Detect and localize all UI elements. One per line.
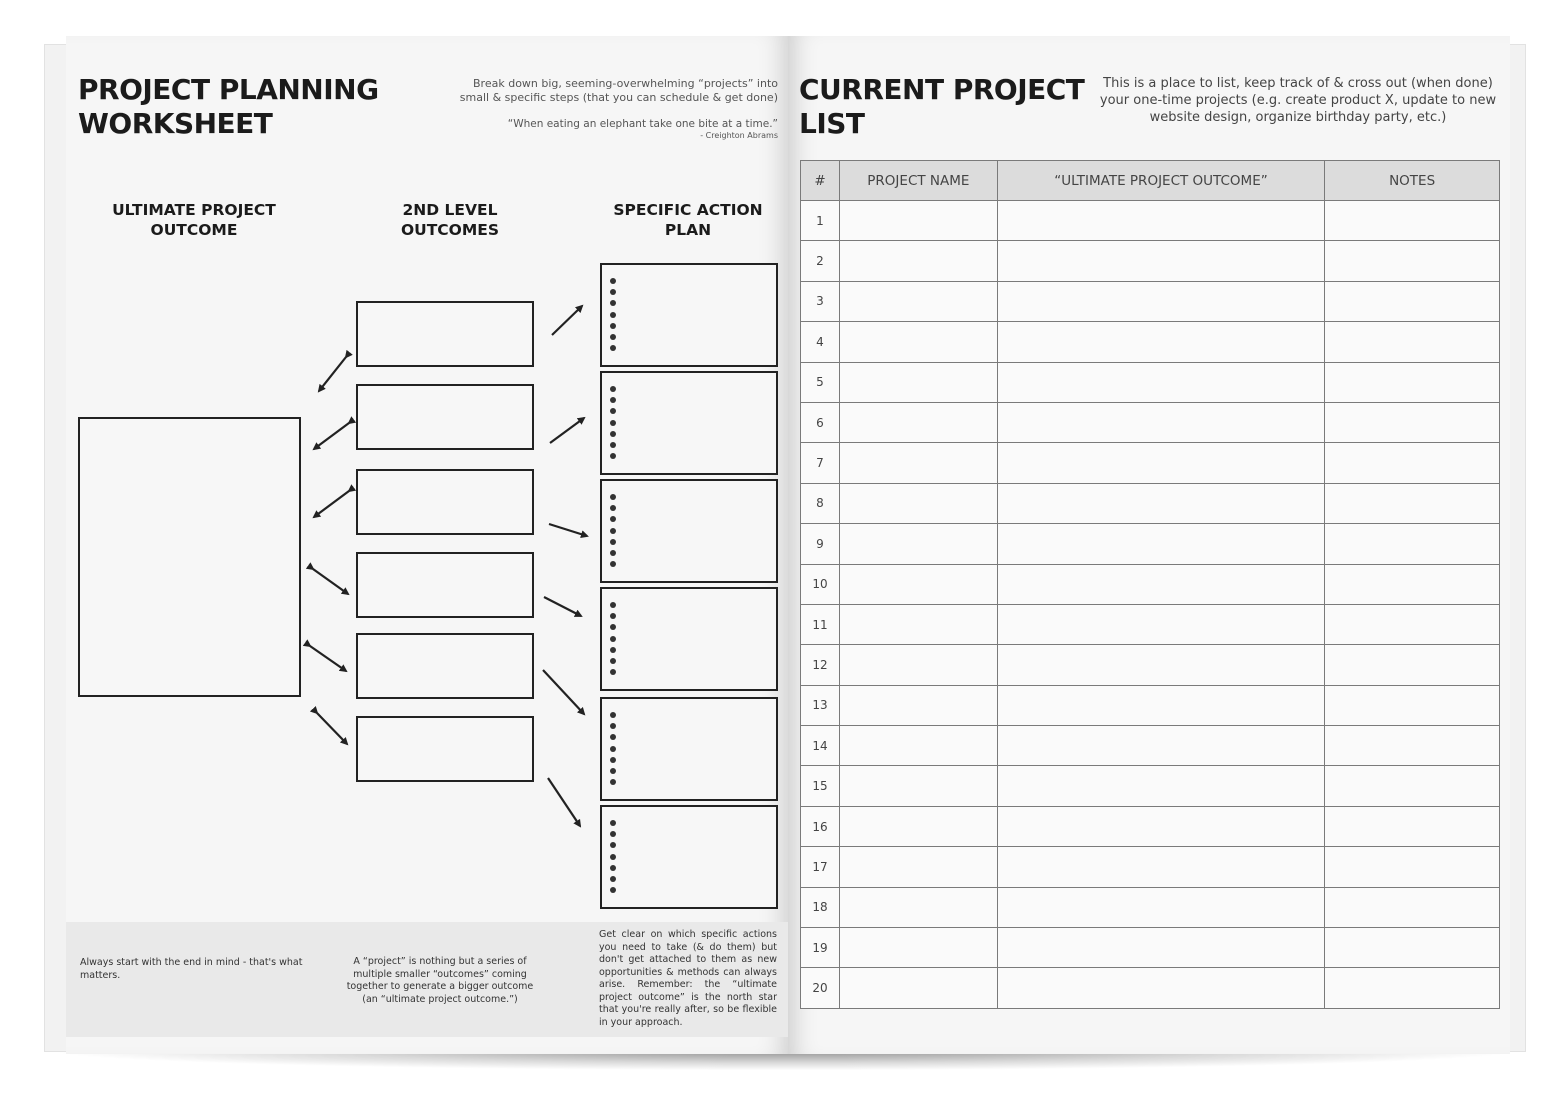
project-name-cell[interactable]	[839, 322, 997, 362]
row-number: 17	[801, 847, 840, 887]
ultimate-outcome-cell[interactable]	[997, 806, 1324, 846]
notes-cell[interactable]	[1325, 726, 1500, 766]
notes-cell[interactable]	[1325, 685, 1500, 725]
ultimate-outcome-cell[interactable]	[997, 201, 1324, 241]
project-name-cell[interactable]	[839, 524, 997, 564]
title-line-1: PROJECT PLANNING	[78, 73, 379, 106]
project-name-cell[interactable]	[839, 362, 997, 402]
intro-line-1: Break down big, seeming-overwhelming “projects” into	[473, 77, 778, 90]
title-line-2: WORKSHEET	[78, 107, 273, 140]
table-row	[801, 281, 1500, 321]
ultimate-outcome-cell[interactable]	[997, 402, 1324, 442]
project-name-cell[interactable]	[839, 241, 997, 281]
table-row	[801, 887, 1500, 927]
row-number: 11	[801, 604, 840, 644]
table-row	[801, 604, 1500, 644]
arrow	[314, 423, 349, 449]
ultimate-outcome-cell[interactable]	[997, 645, 1324, 685]
ultimate-outcome-cell[interactable]	[997, 524, 1324, 564]
arrow	[544, 597, 581, 616]
notes-cell[interactable]	[1325, 281, 1500, 321]
ultimate-outcome-cell[interactable]	[997, 362, 1324, 402]
arrow	[313, 569, 348, 594]
notes-cell[interactable]	[1325, 483, 1500, 523]
ultimate-outcome-cell[interactable]	[997, 564, 1324, 604]
tips-footer	[66, 922, 788, 1037]
table-row	[801, 685, 1500, 725]
notes-cell[interactable]	[1325, 402, 1500, 442]
arrow	[549, 524, 587, 536]
intro-line-2: small & specific steps (that you can schedule & get done)	[459, 91, 778, 104]
row-number: 3	[801, 281, 840, 321]
project-name-cell[interactable]	[839, 443, 997, 483]
ultimate-outcome-cell[interactable]	[997, 322, 1324, 362]
footer-note-action-plan: Get clear on which specific actions you need to take (& do them) but don't get attached to them as new opportunities & methods can always arise. Remember: the “ultimate project outcome” is the north star that you're really after, so be flexible in your approach.	[599, 929, 777, 1028]
table-row	[801, 726, 1500, 766]
project-list-title	[799, 73, 1084, 141]
notes-cell[interactable]	[1325, 524, 1500, 564]
second-heading-line-2: OUTCOMES	[400, 221, 500, 239]
ultimate-outcome-cell[interactable]	[997, 847, 1324, 887]
row-number: 6	[801, 402, 840, 442]
connector-arrows	[66, 36, 788, 936]
footer-note-second-level: A “project” is nothing but a series of multiple smaller “outcomes” coming together to generate a bigger outcome (an “ultimate project outcome.”)	[346, 956, 534, 1005]
column-header-ultimate-outcome: “ULTIMATE PROJECT OUTCOME”	[997, 161, 1324, 201]
project-name-cell[interactable]	[839, 281, 997, 321]
action-heading-line-2: PLAN	[664, 221, 712, 239]
project-name-cell[interactable]	[839, 685, 997, 725]
row-number: 18	[801, 887, 840, 927]
ultimate-heading-line-1: ULTIMATE PROJECT	[112, 201, 276, 219]
column-header-project-name: PROJECT NAME	[839, 161, 997, 201]
arrow	[314, 491, 349, 517]
row-number: 4	[801, 322, 840, 362]
ultimate-outcome-cell[interactable]	[997, 766, 1324, 806]
table-row	[801, 402, 1500, 442]
project-name-cell[interactable]	[839, 564, 997, 604]
table-row	[801, 362, 1500, 402]
table-row	[801, 322, 1500, 362]
row-number: 2	[801, 241, 840, 281]
notes-cell[interactable]	[1325, 766, 1500, 806]
table-row	[801, 241, 1500, 281]
arrow	[550, 418, 584, 443]
left-page	[66, 36, 788, 1054]
project-name-cell[interactable]	[839, 928, 997, 968]
notes-cell[interactable]	[1325, 847, 1500, 887]
ultimate-outcome-cell[interactable]	[997, 726, 1324, 766]
row-number: 14	[801, 726, 840, 766]
project-name-cell[interactable]	[839, 766, 997, 806]
project-name-cell[interactable]	[839, 806, 997, 846]
ultimate-outcome-cell[interactable]	[997, 887, 1324, 927]
row-number: 1	[801, 201, 840, 241]
arrow	[319, 357, 346, 391]
project-name-cell[interactable]	[839, 847, 997, 887]
ultimate-outcome-cell[interactable]	[997, 604, 1324, 644]
notes-cell[interactable]	[1325, 443, 1500, 483]
project-name-cell[interactable]	[839, 604, 997, 644]
row-number: 10	[801, 564, 840, 604]
action-heading-line-1: SPECIFIC ACTION	[613, 201, 763, 219]
notes-cell[interactable]	[1325, 604, 1500, 644]
row-number: 9	[801, 524, 840, 564]
notes-cell[interactable]	[1325, 322, 1500, 362]
second-heading-line-1: 2ND LEVEL	[402, 201, 498, 219]
ultimate-heading-line-2: OUTCOME	[150, 221, 238, 239]
quote-text: “When eating an elephant take one bite at a time.”	[507, 118, 778, 130]
notes-cell[interactable]	[1325, 362, 1500, 402]
project-name-cell[interactable]	[839, 402, 997, 442]
table-row	[801, 443, 1500, 483]
notes-cell[interactable]	[1325, 645, 1500, 685]
column-header-number: #	[801, 161, 840, 201]
arrow	[552, 306, 582, 335]
quote-author: - Creighton Abrams	[700, 131, 778, 140]
notes-cell[interactable]	[1325, 806, 1500, 846]
project-name-cell[interactable]	[839, 887, 997, 927]
notes-cell[interactable]	[1325, 968, 1500, 1008]
project-name-cell[interactable]	[839, 726, 997, 766]
ultimate-outcome-cell[interactable]	[997, 281, 1324, 321]
row-number: 13	[801, 685, 840, 725]
notes-cell[interactable]	[1325, 201, 1500, 241]
row-number: 7	[801, 443, 840, 483]
ultimate-outcome-cell[interactable]	[997, 483, 1324, 523]
ultimate-outcome-cell[interactable]	[997, 968, 1324, 1008]
row-number: 20	[801, 968, 840, 1008]
table-row	[801, 645, 1500, 685]
table-row	[801, 201, 1500, 241]
project-name-cell[interactable]	[839, 968, 997, 1008]
row-number: 8	[801, 483, 840, 523]
project-list-intro: This is a place to list, keep track of & cross out (when done) your one-time projects (e.g. create product X, update to new website design, organize birthday party, etc.)	[1099, 76, 1497, 125]
project-rows	[801, 201, 1500, 1009]
arrow	[548, 778, 580, 826]
table-row	[801, 806, 1500, 846]
table-row	[801, 564, 1500, 604]
table-row	[801, 928, 1500, 968]
title-line-2: LIST	[799, 107, 865, 140]
table-row	[801, 847, 1500, 887]
row-number: 5	[801, 362, 840, 402]
notes-cell[interactable]	[1325, 887, 1500, 927]
right-page	[788, 36, 1510, 1054]
column-header-notes: NOTES	[1325, 161, 1500, 201]
table-row	[801, 766, 1500, 806]
row-number: 19	[801, 928, 840, 968]
title-line-1: CURRENT PROJECT	[799, 73, 1085, 106]
arrow	[543, 670, 584, 714]
ultimate-outcome-cell[interactable]	[997, 241, 1324, 281]
project-name-cell[interactable]	[839, 201, 997, 241]
project-name-cell[interactable]	[839, 645, 997, 685]
table-header-row	[801, 161, 1500, 201]
table-row	[801, 968, 1500, 1008]
ultimate-outcome-cell[interactable]	[997, 928, 1324, 968]
ultimate-outcome-cell[interactable]	[997, 685, 1324, 725]
notes-cell[interactable]	[1325, 928, 1500, 968]
arrow	[317, 713, 347, 744]
ultimate-outcome-cell[interactable]	[997, 443, 1324, 483]
notes-cell[interactable]	[1325, 564, 1500, 604]
arrow	[310, 646, 346, 671]
row-number: 16	[801, 806, 840, 846]
table-row	[801, 524, 1500, 564]
project-list-table	[800, 160, 1500, 1009]
table-row	[801, 483, 1500, 523]
notes-cell[interactable]	[1325, 241, 1500, 281]
row-number: 15	[801, 766, 840, 806]
project-name-cell[interactable]	[839, 483, 997, 523]
row-number: 12	[801, 645, 840, 685]
footer-note-ultimate: Always start with the end in mind - that's what matters.	[80, 957, 303, 981]
